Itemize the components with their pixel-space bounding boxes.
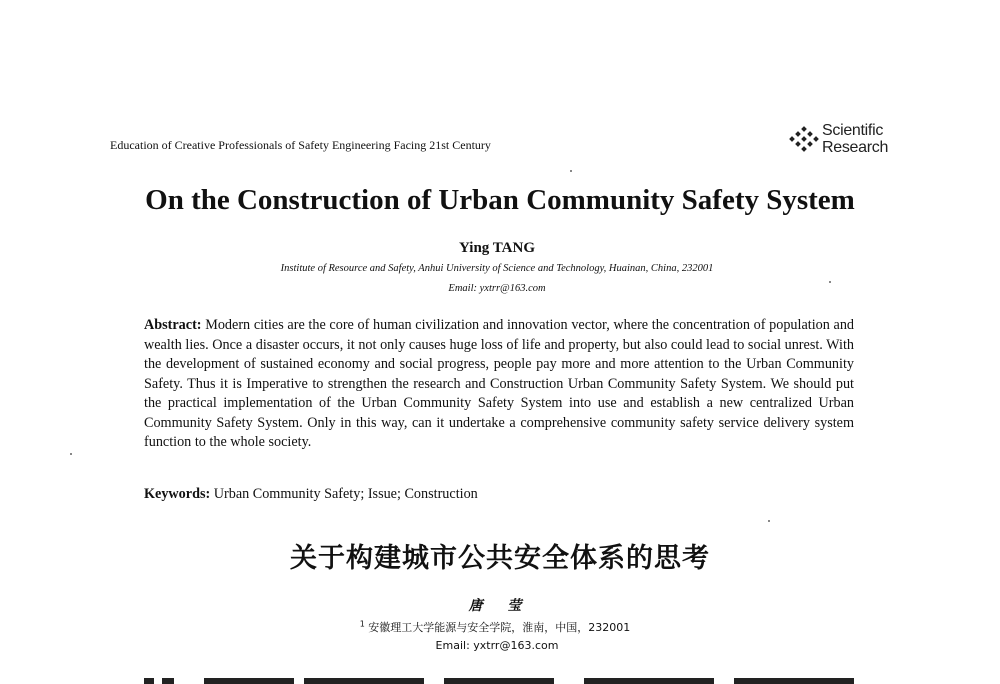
- scan-speck: [70, 453, 72, 455]
- keywords-label: Keywords:: [144, 486, 211, 502]
- chinese-author: 唐 莹: [468, 598, 532, 614]
- chinese-affiliation-text: 安徽理工大学能源与安全学院，淮南，中国，232001: [368, 621, 631, 634]
- keywords-text: Urban Community Safety; Issue; Construction: [213, 486, 478, 502]
- logo-text-research: Research: [822, 139, 889, 156]
- chinese-title: 关于构建城市公共安全体系的思考: [290, 543, 710, 574]
- scientific-research-diamond-logo-icon: [788, 125, 820, 155]
- author-email: Email: yxtrr@163.com: [448, 283, 546, 294]
- scan-speck: [570, 170, 572, 172]
- author-affiliation: Institute of Resource and Safety, Anhui University of Science and Technology, Huainan, China, 232001: [280, 263, 714, 274]
- truncated-text-line: [144, 674, 856, 684]
- abstract-label: Abstract:: [144, 317, 202, 333]
- logo-text-scientific: Scientific: [822, 122, 884, 139]
- chinese-email: Email: yxtrr@163.com: [435, 639, 559, 652]
- series-header: Education of Creative Professionals of Safety Engineering Facing 21st Century: [110, 138, 491, 152]
- publisher-logo: [788, 121, 888, 161]
- chinese-affiliation: [0, 619, 990, 635]
- paper-title: On the Construction of Urban Community Safety System: [145, 184, 855, 216]
- keywords: [144, 486, 478, 503]
- author-name: Ying TANG: [459, 240, 535, 256]
- affiliation-marker: 1: [359, 619, 365, 629]
- scan-speck: [768, 520, 770, 522]
- abstract: [144, 316, 854, 453]
- scan-speck: [829, 281, 831, 283]
- abstract-text: Modern cities are the core of human civilization and innovation vector, where the concentration of population and wealth lies. Once a disaster occurs, it not only causes huge loss of life and property, but also could lead to social unrest. With the development of sustained economy and social progress, people pay more and more attention to the Urban Community Safety. Thus it is Imperative to strengthen the research and Construction Urban Community Safety System. We should put the practical implementation of the Urban Community Safety System into use and establish a new centralized Urban Community Safety System. Only in this way, can it undertake a comprehensive community safety service delivery system function to the whole society.: [144, 317, 855, 450]
